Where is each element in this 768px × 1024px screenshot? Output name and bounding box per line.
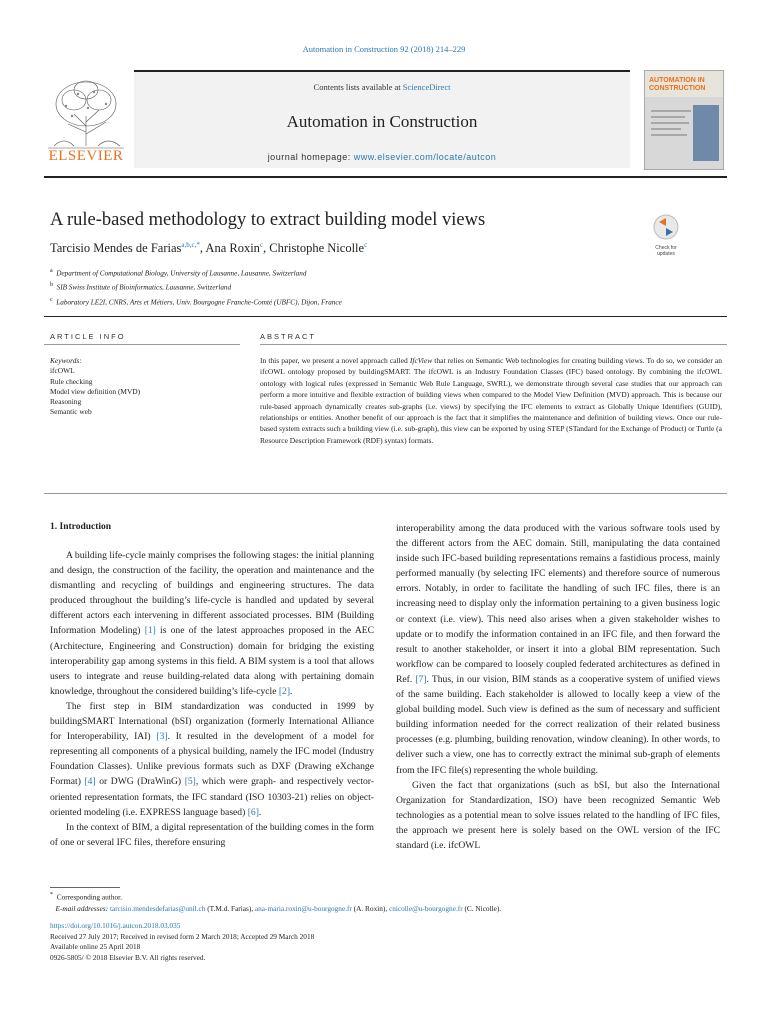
received-dates: Received 27 July 2017; Received in revised form 2 March 2018; Accepted 29 March 2018 [50,931,315,941]
keyword: Reasoning [50,397,82,407]
cover-photo [693,105,719,161]
publication-info [50,921,314,963]
citation-link[interactable]: [3] [156,731,168,743]
abstract-heading: ABSTRACT [260,332,317,341]
citation-link[interactable]: [7] [415,673,427,685]
footnotes [50,890,501,914]
corresponding-author-note: * Corresponding author. [50,892,122,902]
citation-link[interactable]: [5] [184,776,196,788]
paragraph: A building life-cycle mainly comprises the following stages: the initial planning and design, the construction of the facility, the operation and maintenance and the dismantling and recycling of buildings and engineering structures. The data produced throughout the building’s life-cycle is handled and updated by several different actors each intervening in different associated processes. BIM (Building Information Modeling) [1] is one of the latest approaches proposed in the AEC (Architecture, Engineering and Construction) domain for bridging the existing interoperability gap among systems in this field. A BIM system is a tool that allows users to integrate and reuse building-related data along with pertaining domain knowledge, throughout the considered building’s life-cycle [2]. [50,550,375,697]
abstract-rule [260,344,727,345]
email-link[interactable]: tarcisio.mendesdefarias@unil.ch [109,903,206,913]
author-name[interactable]: Christophe Nicolle [269,241,365,256]
author-name[interactable]: Ana Roxin [205,241,260,256]
journal-cover-image[interactable] [644,70,724,170]
copyright: 0926-5805/ © 2018 Elsevier B.V. All rights reserved. [50,952,206,962]
body-column-right [396,521,720,853]
affiliation-list [50,265,342,308]
abstract-text: In this paper, we present a novel approach called IfcView that relies on Semantic Web technologies for creating building views. To do so, we consider an ifcOWL ontology proposed by buildingSMART. The ifcOWL is an Industry Foundation Classes (IFC) based ontology. By combining the ifcOWL ontology with logical rules (expressed in Semantic Web Rule Language, SWRL), we demonstrate through several case studies that our approach can perform a more intuitive and flexible extraction of building views when compared to the Model View Definition (MVD) approach. This is because our rule-based approach dynamically creates sub-graphs (i.e. views) by specifying the IFC elements to extract as Globally Unique Identifiers (GUID), relationships or entities. Another benefit of our approach is the fact that it simplifies the maintenance and definition of building views. Once our rule-based system extracts such a building view (i.e. sub-graph), this view can be exported by using STEP (STandard for the Exchange of Product) or Turtle (a Resource Description Framework (RDF) syntax) formats. [260,356,722,445]
email-line: E-mail addresses: tarcisio.mendesdefarias@unil.ch (T.M.d. Farias), ana-maria.roxin@u-bourgogne.fr (A. Roxin), cnicolle@u-bourgogne.fr (C. Nicolle). [55,903,502,913]
citation-link[interactable]: [1] [144,625,156,637]
affiliation: $^c$ Laboratory LE2I, CNRS, Arts et Métiers, Univ. Bourgogne Franche-Comté (UBFC), Dijon, France [50,296,342,307]
paragraph: Given the fact that organizations (such as bSI, but also the International Organization for Standardization, ISO) have been recognized Semantic Web technologies as a potential mean to solve issues related to the handling of IFC files, the approach we present here is solely based on the OWL version of the IFC standard (i.e. ifcOWL [396,779,720,851]
abstract-bottom-rule [44,493,727,494]
publisher-name: ELSEVIER [48,148,124,164]
homepage-link[interactable]: www.elsevier.com/locate/autcon [353,152,497,162]
article-info-rule [44,344,240,345]
author-name[interactable]: Tarcisio Mendes de Farias [50,241,182,256]
affiliation: $^a$ Department of Computational Biology, University of Lausanne, Lausanne, Switzerland [50,268,307,278]
cover-title: AUTOMATION IN CONSTRUCTION [649,77,706,92]
paragraph: interoperability among the data produced with the various software tools used by the different actors from the AEC domain. Still, manipulating the data contained inside such IFC-based building representations remains a fastidious process, mainly performed manually (by selecting IFC elements) and therefore source of numerous errors. Notably, in order to facilitate the handling of such IFC files, there is an increasing need to display only the information pertaining to a given business logic or context (i.e. view). This need also arises when a given stakeholder wishes to update or to modify the information contained in an IFC file, and then forward the result to another stakeholder, or insert it into a global BIM representation. Such workflow can be compared to loosely coupled federated architectures as defined in Ref. [7]. Thus, in our vision, BIM stands as a cooperative system of unified views of the same building. Each stakeholder is allowed to locally keep a view of the global building model. Such view is defined as the sum of necessary and sufficient building information needed for the correct realization of their related business processes (e.g. plumbing, building renovation, window cleaning). In other words, to deliver such a view, one has to correctly extract the minimal sub-graph of elements from the IFC file(s) representing the whole building. [396,523,720,776]
keyword: Rule checking [50,376,93,386]
citation-link[interactable]: [4] [84,776,96,788]
paragraph: In the context of BIM, a digital representation of the building comes in the form of one or several IFC files, therefore ensuring [50,821,374,848]
citation-link[interactable]: [6] [247,806,259,818]
article-title: A rule-based methodology to extract building model views [50,210,486,230]
author-list: Tarcisio Mendes de Farias$^{a,b,c,*}$, Ana Roxin$^c$, Christophe Nicolle$^c$ [50,241,368,256]
email-link[interactable]: cnicolle@u-bourgogne.fr [388,903,463,913]
keywords-label: Keywords: [50,356,82,365]
body-column-left [50,548,374,850]
available-online: Available online 25 April 2018 [50,942,141,951]
journal-reference-link[interactable]: Automation in Construction 92 (2018) 214–229 [302,44,466,54]
homepage-line: journal homepage: www.elsevier.com/locate/autcon [267,152,497,162]
affiliation: $^b$ SIB Swiss Institute of Bioinformatics, Lausanne, Switzerland [50,282,232,292]
title-divider [44,316,727,317]
check-for-updates-badge[interactable]: Check for updates [651,214,681,250]
journal-info-box [134,70,630,168]
paragraph: The first step in BIM standardization was conducted in 1999 by buildingSMART International (bSI) organization (formerly International Alliance for Interoperability, IAI) [3]. It resulted in the development of a model for representing all components of a physical building, namely the IFC model (Industry Foundation Classes). Unlike previous formats such as DXF (Drawing eXchange Format) [4] or DWG (DraWinG) [5], which were graph- and respectively vector-oriented representation formats, the IFC standard (ISO 10303-21) relies on object-oriented modeling (i.e. EXPRESS language based) [6]. [50,700,374,818]
header-divider [44,176,727,178]
section-heading-introduction: 1. Introduction [50,522,112,532]
journal-header [44,70,727,170]
keywords-block [50,356,140,418]
sciencedirect-link[interactable]: ScienceDirect [402,82,451,92]
journal-name: Automation in Construction [286,112,478,131]
article-info-heading: ARTICLE INFO [50,332,126,341]
doi-link[interactable]: https://doi.org/10.1016/j.autcon.2018.03.035 [50,921,181,930]
keyword: Semantic web [50,407,92,417]
citation-link[interactable]: [2] [278,685,291,697]
email-link[interactable]: ana-maria.roxin@u-bourgogne.fr [254,903,352,913]
contents-line: Contents lists available at ScienceDirect [313,82,451,92]
footnote-rule [50,887,120,888]
keyword: ifcOWL [50,366,75,376]
keyword: Model view definition (MVD) [50,386,141,396]
